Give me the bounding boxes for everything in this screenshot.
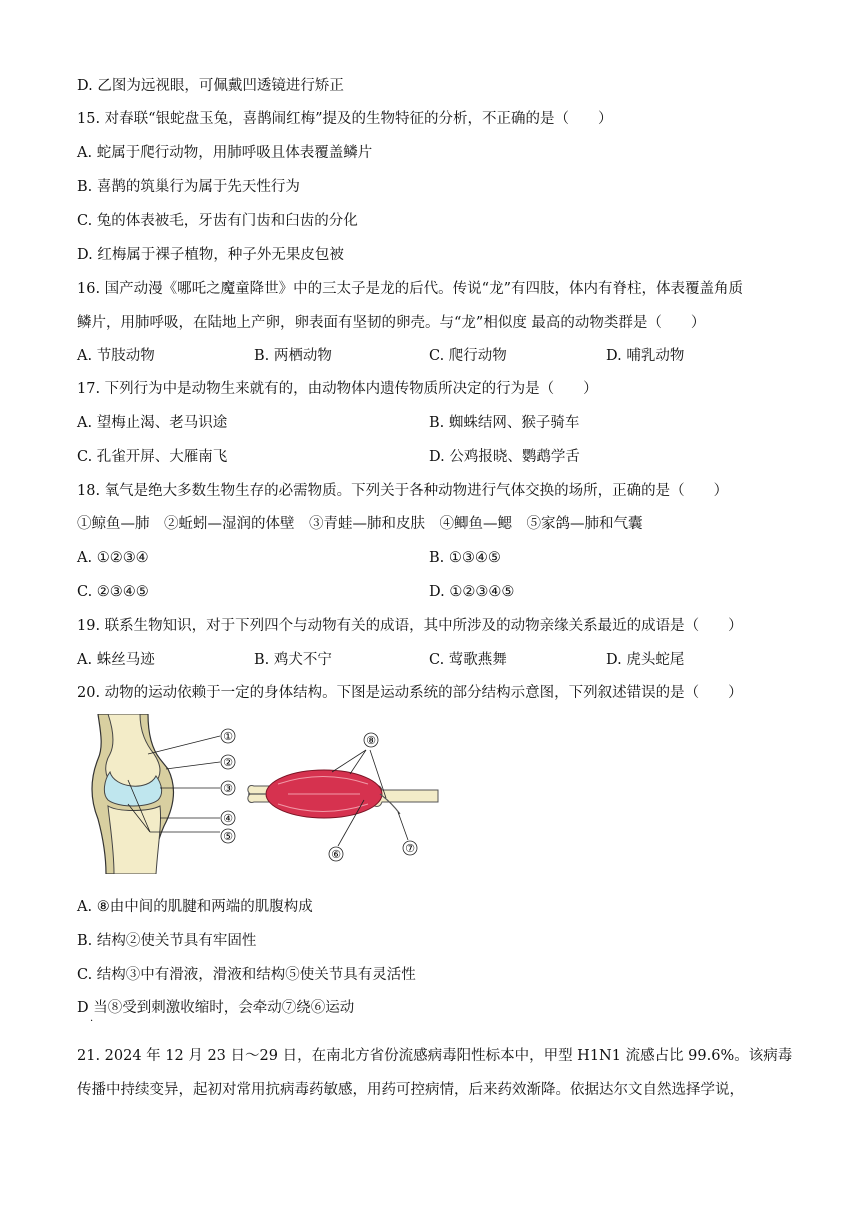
- figure-label-2: ②: [223, 756, 233, 769]
- q20-option-b: B. 结构②使关节具有牢固性: [77, 933, 257, 949]
- q14-option-d: D. 乙图为远视眼，可佩戴凹透镜进行矫正: [77, 78, 344, 94]
- figure-label-8: ⑧: [366, 734, 376, 747]
- q19-option-c: C. 莺歌燕舞: [429, 652, 507, 668]
- q20-option-c: C. 结构③中有滑液，滑液和结构⑤使关节具有灵活性: [77, 967, 416, 983]
- q15-option-a: A. 蛇属于爬行动物，用肺呼吸且体表覆盖鳞片: [77, 145, 373, 161]
- q16-option-d: D. 哺乳动物: [606, 348, 685, 364]
- joint-diagram: [92, 714, 235, 874]
- q16-stem-2: 鳞片，用肺呼吸，在陆地上产卵，卵表面有坚韧的卵壳。与“龙”相似度 最高的动物类群是（ ）: [77, 315, 706, 331]
- joint-socket: [108, 806, 161, 874]
- q16-option-a: A. 节肢动物: [77, 348, 155, 364]
- q19-option-a: A. 蛛丝马迹: [77, 652, 155, 668]
- figure-label-6: ⑥: [331, 848, 341, 861]
- q17-option-c: C. 孔雀开屏、大雁南飞: [77, 449, 228, 465]
- figure-label-3: ③: [223, 782, 233, 795]
- figure-label-5: ⑤: [223, 830, 233, 843]
- q19-stem: 19. 联系生物知识，对于下列四个与动物有关的成语，其中所涉及的动物亲缘关系最近的成语是（ ）: [77, 618, 743, 634]
- q17-option-b: B. 蜘蛛结网、猴子骑车: [429, 415, 580, 431]
- q20-stem: 20. 动物的运动依赖于一定的身体结构。下图是运动系统的部分结构示意图，下列叙述错误的是（ ）: [77, 685, 743, 701]
- q21-stem-2: 传播中持续变异，起初对常用抗病毒药敏感，用药可控病情，后来药效渐降。依据达尔文自然选择学说，: [77, 1082, 744, 1098]
- q17-option-a: A. 望梅止渴、老马识途: [77, 415, 228, 431]
- q18-statements: ①鲸鱼—肺 ②蚯蚓—湿润的体壁 ③青蛙—肺和皮肤 ④鲫鱼—鳃 ⑤家鸽—肺和气囊: [77, 516, 643, 532]
- q17-option-d: D. 公鸡报晓、鹦鹉学舌: [429, 449, 580, 465]
- q18-option-c: C. ②③④⑤: [77, 584, 149, 600]
- q18-stem: 18. 氧气是绝大多数生物生存的必需物质。下列关于各种动物进行气体交换的场所，正确的是（ ）: [77, 483, 729, 499]
- q21-stem-1: 21. 2024 年 12 月 23 日～29 日，在南北方省份流感病毒阳性标本中，甲型 H1N1 流感占比 99.6%。该病毒: [77, 1048, 793, 1064]
- q15-option-b: B. 喜鹊的筑巢行为属于先天性行为: [77, 179, 300, 195]
- q16-option-c: C. 爬行动物: [429, 348, 507, 364]
- q15-option-c: C. 兔的体表被毛，牙齿有门齿和臼齿的分化: [77, 213, 358, 229]
- q18-option-d: D. ①②③④⑤: [429, 584, 515, 600]
- figure-label-4: ④: [223, 812, 233, 825]
- q19-option-b: B. 鸡犬不宁: [254, 652, 332, 668]
- joint-muscle-figure: [88, 714, 448, 874]
- q18-option-a: A. ①②③④: [77, 550, 149, 566]
- q20-option-a: A. ⑧由中间的肌腱和两端的肌腹构成: [77, 899, 313, 915]
- figure-label-7: ⑦: [405, 842, 415, 855]
- period-mark: ·: [90, 1016, 94, 1027]
- q20-option-d: D 当⑧受到刺激收缩时，会牵动⑦绕⑥运动: [77, 1000, 355, 1016]
- q15-stem: 15. 对春联“银蛇盘玉兔，喜鹊闹红梅”提及的生物特征的分析，不正确的是（ ）: [77, 111, 613, 127]
- muscle-diagram: [248, 733, 438, 861]
- q17-stem: 17. 下列行为中是动物生来就有的，由动物体内遗传物质所决定的行为是（ ）: [77, 381, 598, 397]
- q15-option-d: D. 红梅属于裸子植物，种子外无果皮包被: [77, 247, 344, 263]
- q16-option-b: B. 两栖动物: [254, 348, 332, 364]
- q18-option-b: B. ①③④⑤: [429, 550, 501, 566]
- figure-label-1: ①: [223, 730, 233, 743]
- q19-option-d: D. 虎头蛇尾: [606, 652, 685, 668]
- q16-stem-1: 16. 国产动漫《哪吒之魔童降世》中的三太子是龙的后代。传说“龙”有四肢，体内有脊柱，体表覆盖角质: [77, 281, 743, 297]
